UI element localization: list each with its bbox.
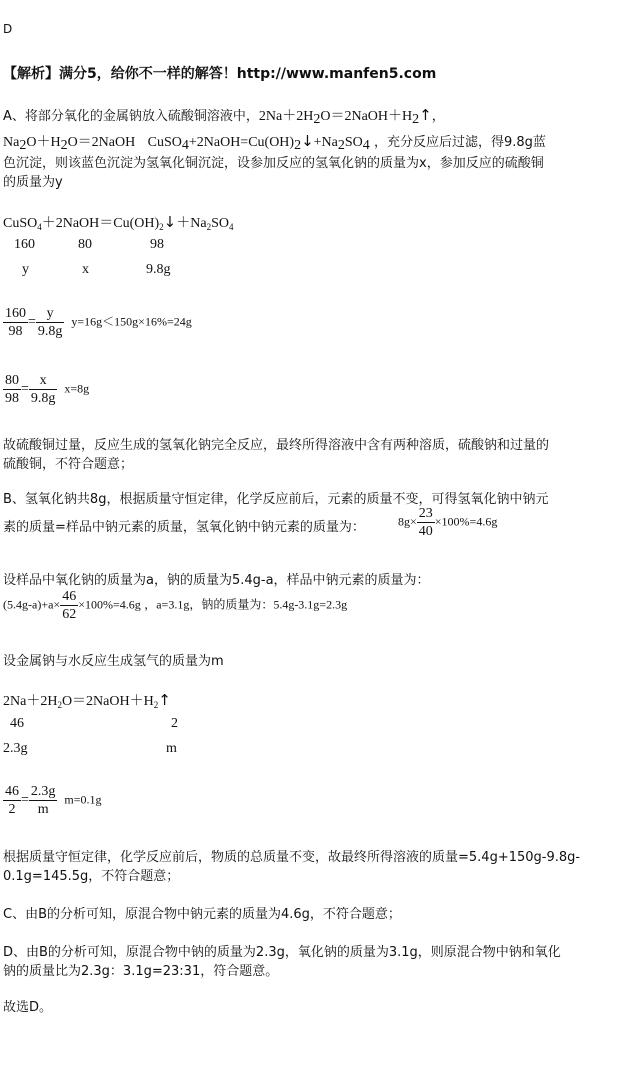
- section-b-line-4: 设金属钠与水反应生成氢气的质量为m: [3, 654, 224, 669]
- section-c-line-1: C、由B的分析可知，原混合物中钠元素的质量为4.6g，不符合题意；: [3, 907, 401, 922]
- proportion-m: $\frac{46}{2}$ = $\frac{2.3g}{m}$ m=0.1g: [5, 784, 102, 817]
- molar-mass-cuso4: 160: [14, 237, 35, 252]
- answer-letter: D: [3, 22, 13, 36]
- var-m: m: [166, 741, 177, 756]
- reaction-cuso4: $CuSO_4+2NaOH=Cu(OH)_2↓+Na_2SO_4$: [3, 213, 234, 232]
- section-b-line-2: 素的质量=样品中钠元素的质量，氢氧化钠中钠元素的质量为：: [3, 520, 365, 535]
- final-answer: 故选D。: [3, 1000, 53, 1015]
- section-a-conclusion-1: 故硫酸铜过量，反应生成的氢氧化钠完全反应，最终所得溶液中含有两种溶质，硫酸钠和过量的: [3, 438, 550, 453]
- section-b-conclusion-2: 0.1g=145.5g，不符合题意；: [3, 869, 180, 884]
- section-a-conclusion-2: 硫酸铜，不符合题意；: [3, 457, 134, 472]
- mass-precipitate: 9.8g: [146, 262, 171, 277]
- proportion-x: $\frac{80}{98}$ = $\frac{x}{9.8g}$ x=8g: [5, 373, 90, 406]
- section-a-line-2: $Na_2O+H_2O=2NaOH$ $CuSO_4+2NaOH=Cu(OH)_2↓+Na_2SO_4$ ，充分反应后过滤，得9.8g蓝: [3, 132, 546, 153]
- var-y: y: [22, 262, 29, 277]
- section-b-line-1: B、氢氧化钠共8g，根据质量守恒定律，化学反应前后，元素的质量不变，可得氢氧化钠中钠元: [3, 492, 549, 507]
- section-d-line-2: 钠的质量比为2.3g：3.1g=23:31，符合题意。: [3, 964, 279, 979]
- sodium-oxide-calc: (5.4g-a)+a× $\frac{46}{62}$ ×100%=4.6g ，a=3.1g，钠的质量为：5.4g-3.1g=2.3g: [3, 589, 348, 622]
- var-x: x: [82, 262, 89, 277]
- proportion-y: $\frac{160}{98}$ = $\frac{y}{9.8g}$ y=16g＜150g×16%=24g: [5, 306, 192, 339]
- mass-na: 2.3g: [3, 741, 28, 756]
- analysis-header: 【解析】满分5，给你不一样的解答！http://www.manfen5.com: [3, 66, 437, 82]
- section-a-line-4: 的质量为y: [3, 175, 63, 190]
- molar-mass-na: 46: [10, 716, 24, 731]
- section-a-line-3: 色沉淀，则该蓝色沉淀为氢氧化铜沉淀，设参加反应的氢氧化钠的质量为x，参加反应的硫酸铜: [3, 156, 544, 171]
- sodium-percent-calc: 8g× $\frac{23}{40}$ ×100%=4.6g: [398, 506, 498, 539]
- section-b-line-3: 设样品中氧化钠的质量为a，钠的质量为5.4g-a，样品中钠元素的质量为：: [3, 573, 430, 588]
- section-a-line-1: A、将部分氧化的金属钠放入硫酸铜溶液中，$2Na+2H_2O=2NaOH+H_2↑$，: [3, 106, 445, 127]
- molar-mass-cuoh2: 98: [150, 237, 164, 252]
- reaction-na-water: $2Na+2H_2O=2NaOH+H_2↑$: [3, 691, 171, 710]
- molar-mass-naoh: 80: [78, 237, 92, 252]
- section-b-conclusion-1: 根据质量守恒定律，化学反应前后，物质的总质量不变，故最终所得溶液的质量=5.4g+150g-9.8g-: [3, 850, 581, 865]
- section-d-line-1: D、由B的分析可知，原混合物中钠的质量为2.3g，氧化钠的质量为3.1g，则原混合物中钠和氧化: [3, 945, 561, 960]
- molar-mass-h2: 2: [171, 716, 178, 731]
